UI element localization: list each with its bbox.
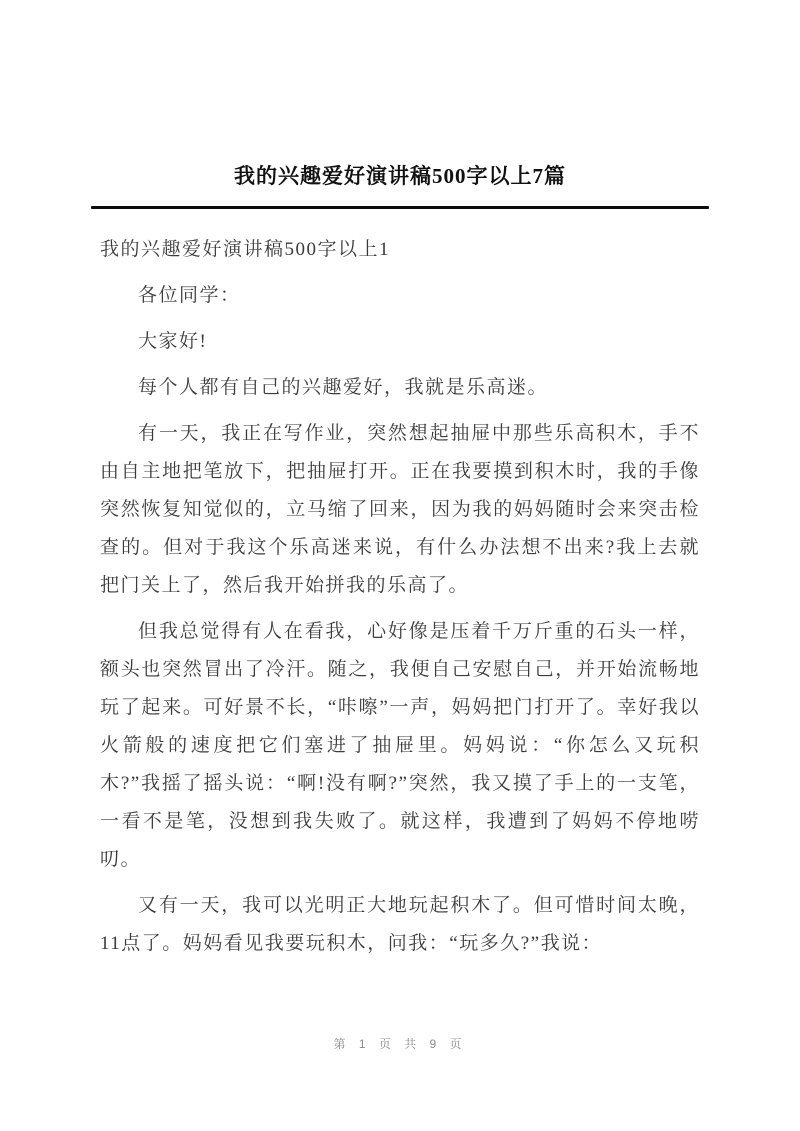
paragraph-body-3: 又有一天，我可以光明正大地玩起积木了。但可惜时间太晚，11点了。妈妈看见我要玩积木，问我：“玩多久?”我说： bbox=[100, 895, 700, 954]
paragraph-greeting: 大家好! bbox=[138, 331, 208, 352]
paragraph-salutation: 各位同学： bbox=[138, 285, 241, 306]
paragraph-subtitle: 我的兴趣爱好演讲稿500字以上1 bbox=[100, 239, 391, 260]
page-number-text: 第 1 页 共 9 页 bbox=[333, 1037, 467, 1051]
document-body bbox=[100, 231, 700, 963]
title-divider bbox=[91, 206, 709, 209]
paragraph-intro: 每个人都有自己的兴趣爱好，我就是乐高迷。 bbox=[138, 377, 549, 398]
paragraph-body-2: 但我总觉得有人在看我，心好像是压着千万斤重的石头一样，额头也突然冒出了冷汗。随之，我便自己安慰自己，并开始流畅地玩了起来。可好景不长，“咔嚓”一声，妈妈把门打开了。幸好我以火箭般的速度把它们塞进了抽屉里。妈妈说：“你怎么又玩积木?”我摇了摇头说：“啊!没有啊?”突然，我又摸了手上的一支笔，一看不是笔，没想到我失败了。就这样，我遭到了妈妈不停地唠叨。 bbox=[100, 621, 700, 870]
paragraph-body-1: 有一天，我正在写作业，突然想起抽屉中那些乐高积木，手不由自主地把笔放下，把抽屉打开。正在我要摸到积木时，我的手像突然恢复知觉似的，立马缩了回来，因为我的妈妈随时会来突击检查的。但对于我这个乐高迷来说，有什么办法想不出来?我上去就把门关上了，然后我开始拼我的乐高了。 bbox=[100, 423, 700, 596]
page-footer bbox=[0, 1035, 800, 1053]
document-title: 我的兴趣爱好演讲稿500字以上7篇 bbox=[234, 164, 566, 188]
